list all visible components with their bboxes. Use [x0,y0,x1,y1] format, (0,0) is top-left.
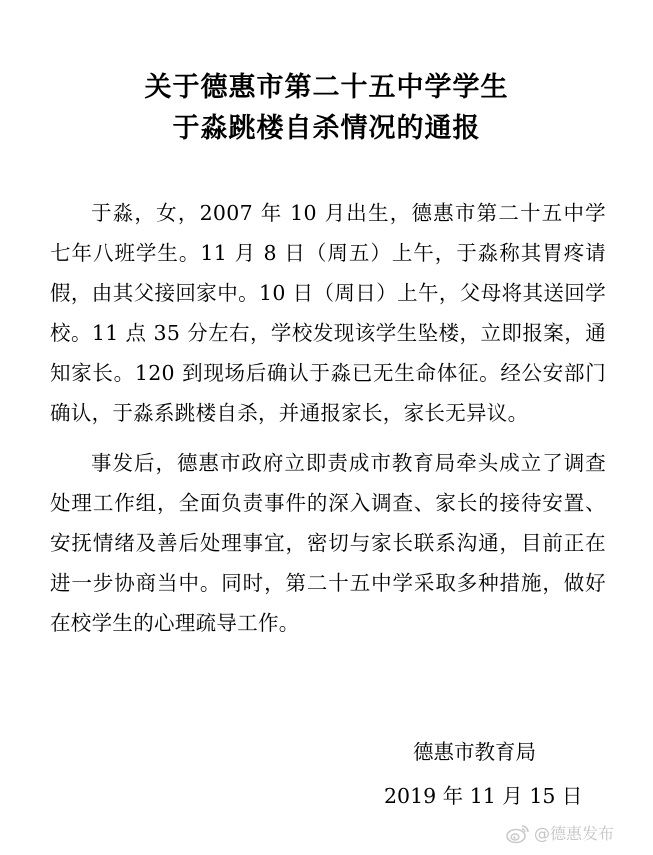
signature-organization: 德惠市教育局 [413,740,536,764]
watermark-text: @德惠发布 [534,824,615,843]
weibo-watermark [506,820,646,848]
signature-date: 2019 年 11 月 15 日 [384,784,583,808]
document-title-line-2: 于淼跳楼自杀情况的通报 [172,113,481,144]
paragraph-incident: 于淼，女，2007 年 10 月出生，德惠市第二十五中学七年八班学生。11 月 8 日（周五）上午，于淼称其胃疼请假，由其父接回家中。10 日（周日）上午，父母将其送回学校。11 点 35 分左右，学校发现该学生坠楼，立即报案，通知家长。120 到现场后确认于淼已无生命体征。经公安部门确认，于淼系跳楼自杀，并通报家长，家长无异议。 [50,201,606,425]
document-title-line-1: 关于德惠市第二十五中学学生 [144,72,509,103]
weibo-icon [506,824,530,844]
paragraph-followup: 事发后，德惠市政府立即责成市教育局牵头成立了调查处理工作组，全面负责事件的深入调查、家长的接待安置、安抚情绪及善后处理事宜，密切与家长联系沟通，目前正在进一步协商当中。同时，第二十五中学采取多种措施，做好在校学生的心理疏导工作。 [50,451,606,635]
